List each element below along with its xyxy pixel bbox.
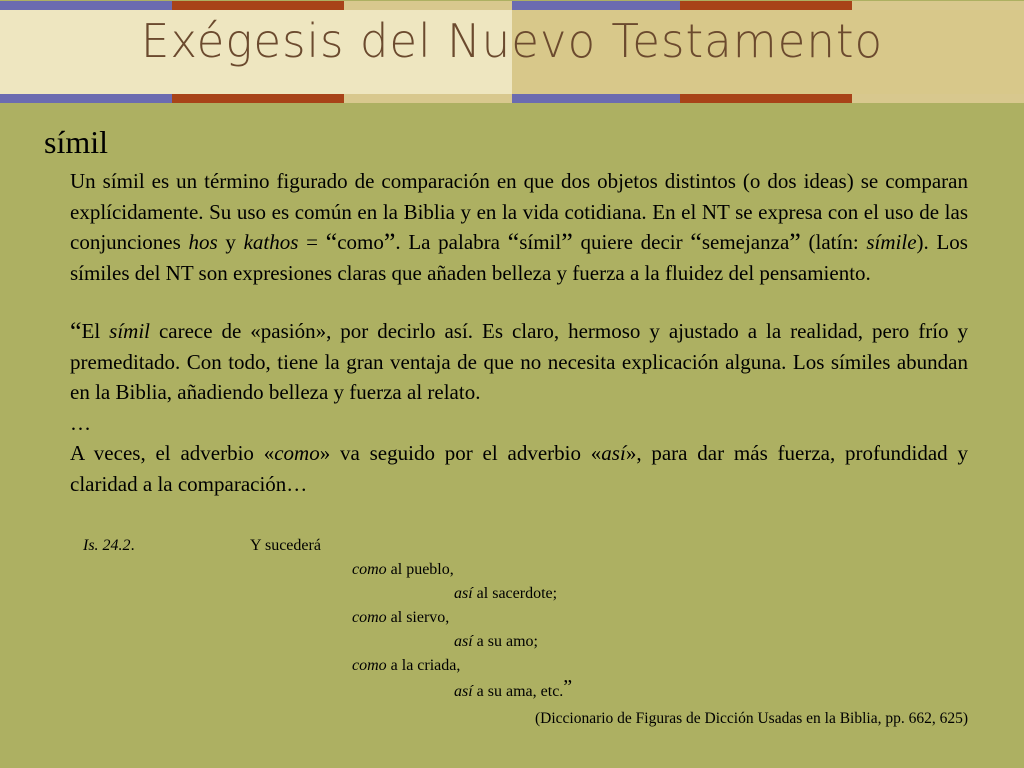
text-span: . La palabra	[395, 230, 508, 254]
term-semejanza: semejanza	[701, 230, 790, 254]
term-simil: símil	[109, 319, 150, 343]
open-quote: “	[325, 228, 338, 257]
text-span: y	[217, 230, 244, 254]
section-heading: símil	[44, 124, 109, 160]
verse-line-0: Y sucederá	[250, 537, 321, 554]
text-span: ). Los símiles del NT son expresiones claras que añaden belleza y fuerza a la fluidez del pensamiento.	[70, 230, 968, 285]
verse-line-5: como a la criada,	[352, 657, 461, 674]
term-kathos: kathos	[243, 230, 299, 254]
close-quote: ”	[561, 228, 573, 257]
term-asi: así	[601, 441, 626, 465]
verse-line-3: como al siervo,	[352, 609, 450, 626]
text-span: A veces, el adverbio «	[70, 441, 275, 465]
text-span: =	[298, 230, 326, 254]
term-hos: hos	[188, 230, 218, 254]
close-quote: ”	[789, 228, 801, 257]
close-quote: ”	[383, 228, 396, 257]
open-quote: “	[690, 228, 702, 257]
ellipsis: …	[70, 410, 91, 435]
body-text	[70, 166, 968, 499]
close-quote: ”	[563, 676, 573, 698]
paragraph-definition	[70, 166, 968, 288]
header-stripe-top	[0, 1, 1024, 10]
open-quote: “	[70, 317, 82, 346]
paragraph-adverbs	[70, 438, 968, 499]
verse-line-1: como al pueblo,	[352, 561, 454, 578]
paragraph-quote	[70, 316, 968, 408]
verse-line-4: así a su amo;	[454, 633, 538, 650]
page-title: Exégesis del Nuevo Testamento	[140, 14, 884, 68]
text-span: (latín:	[800, 230, 867, 254]
verse-reference: Is. 24.2.	[83, 537, 135, 554]
term-simile: símile	[866, 230, 917, 254]
text-span: El	[81, 319, 110, 343]
text-span: carece de «pasión», por decirlo así. Es claro, hermoso y ajustado a la realidad, pero frío y premeditado. Con todo, tiene la gran ventaja de que no necesita explicación alguna. Los símiles abundan en la Biblia, añadiendo belleza y fuerza al relato.	[70, 319, 968, 404]
text-span: » va seguido por el adverbio «	[319, 441, 602, 465]
text-span: Un símil es un término figurado de comparación en que dos objetos distintos (o dos ideas) se comparan explícidamente. Su uso es común en la Biblia y en la vida cotidiana. En el NT se expresa con el uso de las conjunciones	[70, 169, 968, 254]
verse-line-2: así al sacerdote;	[454, 585, 558, 602]
citation: (Diccionario de Figuras de Dicción Usadas en la Biblia, pp. 662, 625)	[534, 710, 968, 727]
term-como: como	[337, 230, 384, 254]
open-quote: “	[507, 228, 520, 257]
text-span: », para dar más fuerza, profundidad y claridad a la comparación…	[70, 441, 968, 496]
term-como: como	[274, 441, 320, 465]
text-span: quiere decir	[572, 230, 691, 254]
term-simil: símil	[519, 230, 562, 254]
header-stripe-bottom	[0, 94, 1024, 103]
verse-line-6: así a su ama, etc.”	[454, 676, 573, 700]
